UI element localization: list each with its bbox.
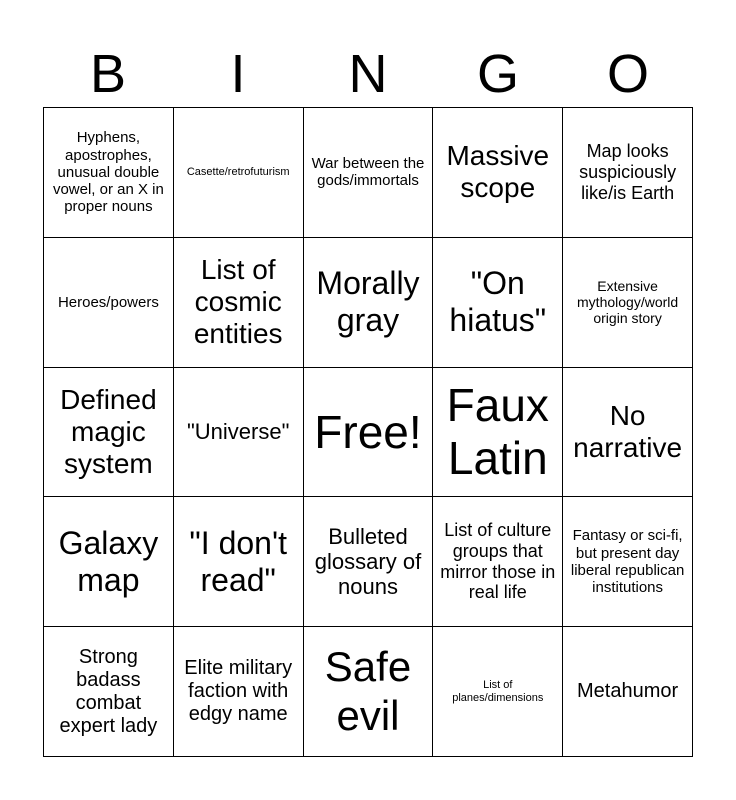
cell-label: Casette/retrofuturism bbox=[186, 166, 290, 179]
bingo-cell-r4c4[interactable] bbox=[433, 497, 563, 627]
bingo-cell-r2c3[interactable] bbox=[304, 238, 434, 368]
cell-label: List of culture groups that mirror those in real life bbox=[440, 520, 556, 603]
bingo-cell-r4c5[interactable] bbox=[563, 497, 693, 627]
cell-label: Elite military faction with edgy name bbox=[184, 657, 293, 726]
cell-label: "On hiatus" bbox=[449, 265, 547, 339]
header-letter-b: B bbox=[89, 44, 127, 104]
bingo-cell-r4c2[interactable] bbox=[174, 497, 304, 627]
bingo-cell-r1c2[interactable] bbox=[174, 108, 304, 238]
bingo-board bbox=[43, 107, 693, 757]
bingo-cell-r1c4[interactable] bbox=[433, 108, 563, 238]
bingo-cell-r5c1[interactable] bbox=[44, 627, 174, 757]
bingo-cell-r3c3[interactable] bbox=[304, 368, 434, 498]
cell-label: War between the gods/immortals bbox=[311, 155, 425, 190]
bingo-cell-r4c1[interactable] bbox=[44, 497, 174, 627]
cell-label: Extensive mythology/world origin story bbox=[577, 278, 679, 327]
bingo-cell-r5c5[interactable] bbox=[563, 627, 693, 757]
cell-label: Fantasy or sci-fi, but present day liberal republican institutions bbox=[570, 527, 685, 597]
cell-label: Hyphens, apostrophes, unusual double vowel, or an X in proper nouns bbox=[52, 129, 164, 216]
cell-label: Map looks suspiciously like/is Earth bbox=[579, 141, 677, 203]
header-letter-i: I bbox=[230, 44, 246, 104]
bingo-cell-r1c1[interactable] bbox=[44, 108, 174, 238]
cell-label: Bulleted glossary of nouns bbox=[314, 523, 422, 600]
cell-label: Morally gray bbox=[316, 265, 420, 339]
cell-label: Metahumor bbox=[577, 680, 679, 703]
cell-label: No narrative bbox=[573, 399, 683, 463]
bingo-cell-r2c1[interactable] bbox=[44, 238, 174, 368]
bingo-cell-r5c3[interactable] bbox=[304, 627, 434, 757]
bingo-cell-r1c5[interactable] bbox=[563, 108, 693, 238]
bingo-cell-r3c5[interactable] bbox=[563, 368, 693, 498]
cell-label: Faux Latin bbox=[446, 379, 549, 484]
cell-label: Massive scope bbox=[446, 140, 550, 204]
cell-label: "I don't read" bbox=[189, 524, 287, 598]
header-letter-g: G bbox=[476, 44, 519, 104]
bingo-cell-r5c4[interactable] bbox=[433, 627, 563, 757]
cell-label: List of cosmic entities bbox=[193, 253, 283, 350]
bingo-cell-r3c1[interactable] bbox=[44, 368, 174, 498]
bingo-header bbox=[43, 40, 693, 108]
bingo-cell-r1c3[interactable] bbox=[304, 108, 434, 238]
bingo-cell-r3c2[interactable] bbox=[174, 368, 304, 498]
cell-label: Galaxy map bbox=[58, 524, 159, 598]
cell-label: List of planes/dimensions bbox=[452, 678, 544, 704]
header-letter-o: O bbox=[606, 44, 649, 104]
bingo-cell-r5c2[interactable] bbox=[174, 627, 304, 757]
bingo-cell-r3c4[interactable] bbox=[433, 368, 563, 498]
cell-label: Heroes/powers bbox=[57, 293, 159, 311]
cell-label: Free! bbox=[314, 405, 422, 458]
header-letter-n: N bbox=[348, 44, 388, 104]
bingo-cell-r4c3[interactable] bbox=[304, 497, 434, 627]
bingo-cell-r2c4[interactable] bbox=[433, 238, 563, 368]
cell-label: "Universe" bbox=[186, 419, 290, 445]
cell-label: Strong badass combat expert lady bbox=[59, 645, 158, 737]
cell-label: Defined magic system bbox=[60, 383, 157, 480]
bingo-cell-r2c5[interactable] bbox=[563, 238, 693, 368]
bingo-cell-r2c2[interactable] bbox=[174, 238, 304, 368]
cell-label: Safe evil bbox=[324, 643, 412, 739]
